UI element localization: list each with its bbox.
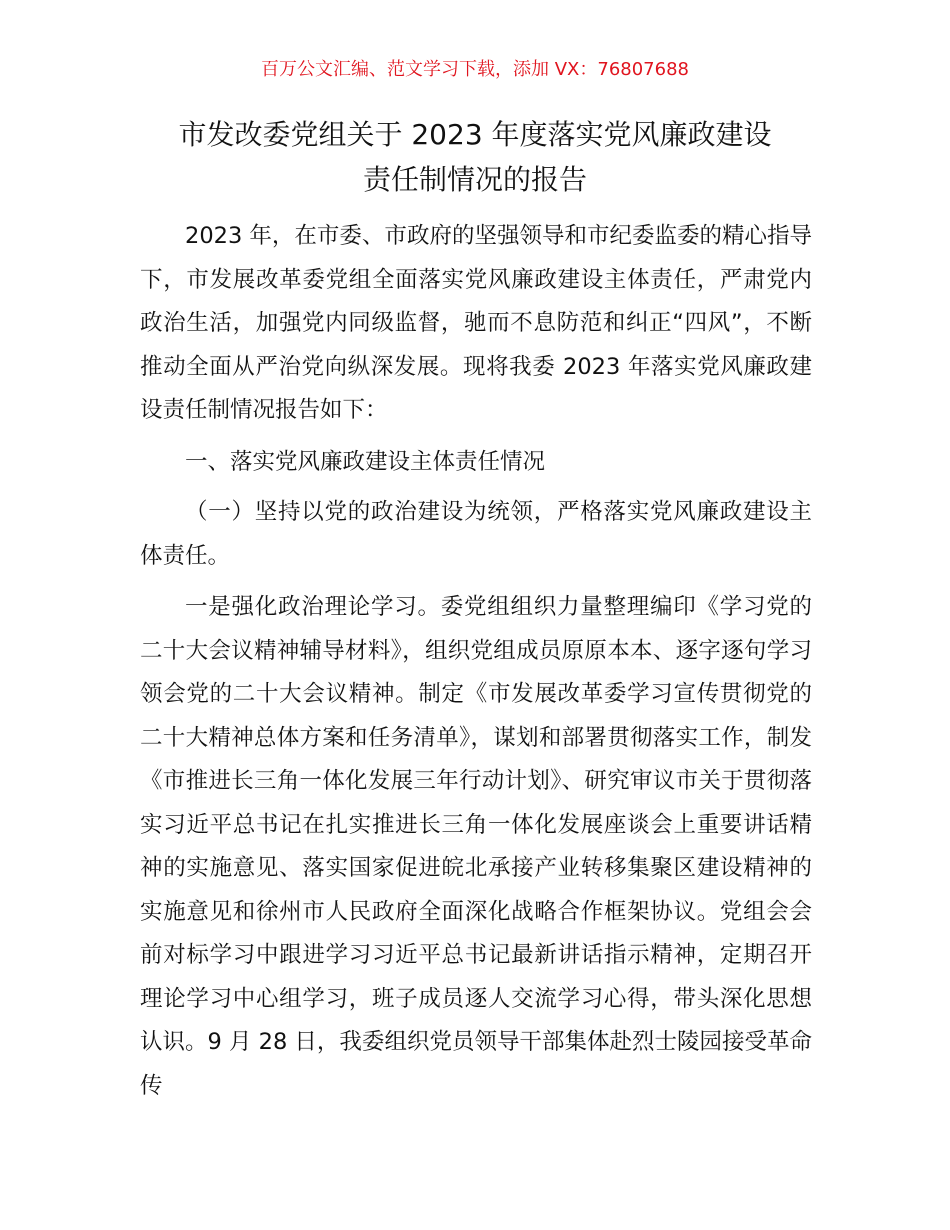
- title-line-1: 市发改委党组关于 2023 年度落实党风廉政建设: [178, 118, 772, 151]
- watermark-header-note: 百万公文汇编、范文学习下载，添加 VX：76807688: [261, 59, 689, 80]
- subsection-heading-1: （一）坚持以党的政治建设为统领，严格落实党风廉政建设主体责任。: [140, 499, 812, 569]
- intro-paragraph: 2023 年，在市委、市政府的坚强领导和市纪委监委的精心指导下，市发展改革委党组全面落实党风廉政建设主体责任，严肃党内政治生活，加强党内同级监督，驰而不息防范和纠正“四风”，不断推动全面从严治党向纵深发展。现将我委 2023 年落实党风廉政建设责任制情况报告如下：: [140, 223, 812, 423]
- section-heading-1: 一、落实党风廉政建设主体责任情况: [185, 448, 546, 475]
- document-body: [140, 215, 812, 1108]
- title-line-2: 责任制情况的报告: [362, 163, 587, 196]
- document-title: [130, 112, 820, 202]
- body-paragraph-study: 一是强化政治理论学习。委党组组织力量整理编印《学习党的二十大会议精神辅导材料》，组织党组成员原原本本、逐字逐句学习领会党的二十大会议精神。制定《市发展改革委学习宣传贯彻党的二十大精神总体方案和任务清单》，谋划和部署贯彻落实工作，制发《市推进长三角一体化发展三年行动计划》、研究审议市关于贯彻落实习近平总书记在扎实推进长三角一体化发展座谈会上重要讲话精神的实施意见、落实国家促进皖北承接产业转移集聚区建设精神的实施意见和徐州市人民政府全面深化战略合作框架协议。党组会会前对标学习中跟进学习习近平总书记最新讲话指示精神，定期召开理论学习中心组学习，班子成员逐人交流学习心得，带头深化思想认识。9 月 28 日，我委组织党员领导干部集体赴烈士陵园接受革命传: [140, 594, 812, 1099]
